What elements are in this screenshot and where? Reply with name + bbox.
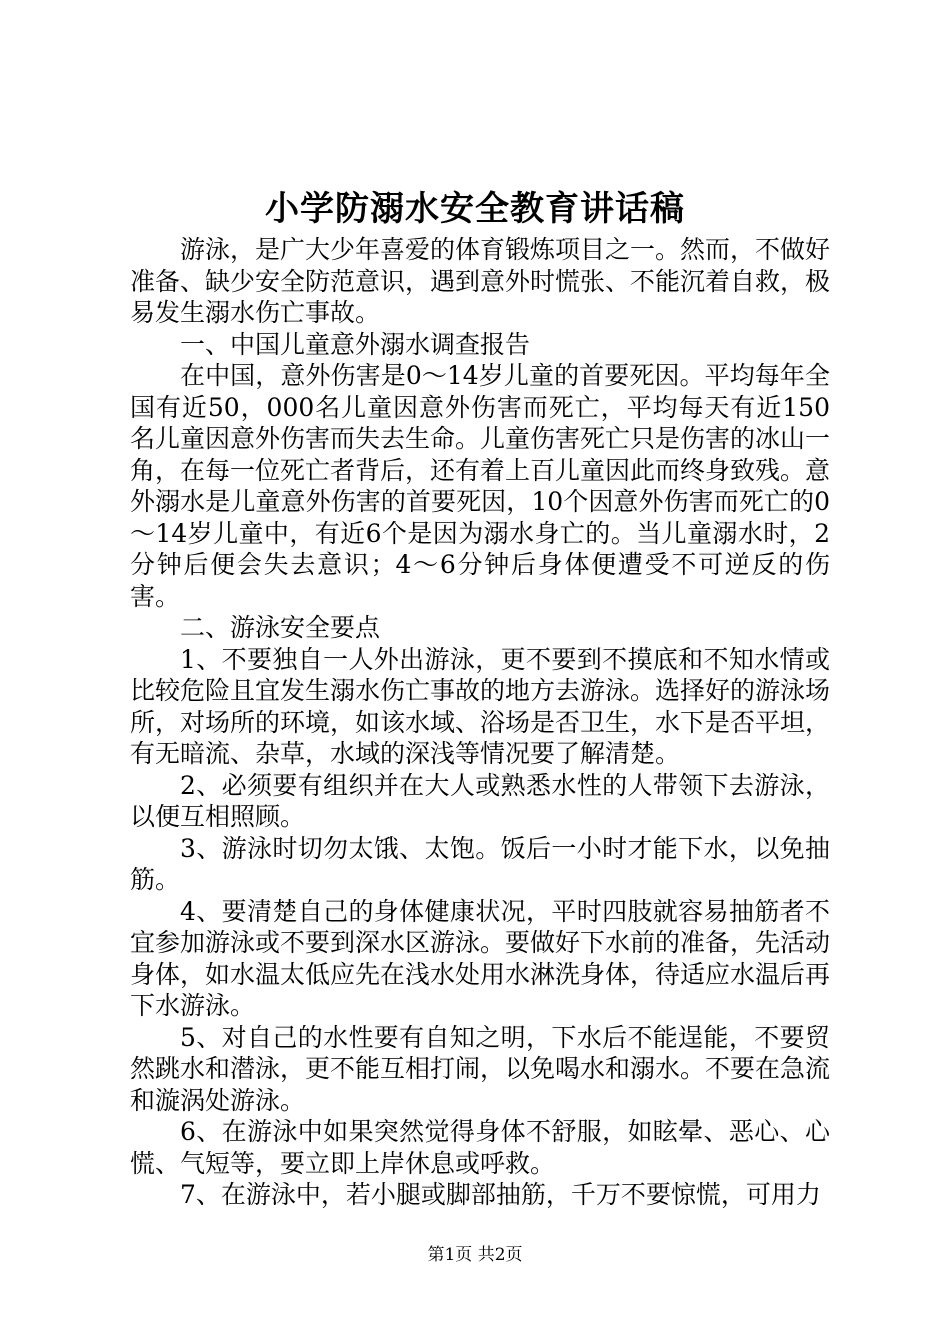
safety-point-4: 4、要清楚自己的身体健康状况，平时四肢就容易抽筋者不宜参加游泳或不要到深水区游泳。要做好下水前的准备，先活动身体，如水温太低应先在浅水处用水淋洗身体，待适应水温后再下水游泳。 bbox=[130, 896, 831, 1020]
section-heading-1: 一、中国儿童意外溺水调查报告 bbox=[180, 329, 531, 359]
paragraph-intro: 游泳，是广大少年喜爱的体育锻炼项目之一。然而，不做好准备、缺少安全防范意识，遇到意外时慌张、不能沉着自救，极易发生溺水伤亡事故。 bbox=[130, 235, 831, 327]
safety-point-2: 2、必须要有组织并在大人或熟悉水性的人带领下去游泳，以便互相照顾。 bbox=[130, 770, 830, 831]
section-heading-2: 二、游泳安全要点 bbox=[180, 613, 381, 642]
safety-point-6: 6、在游泳中如果突然觉得身体不舒服，如眩晕、恶心、心慌、气短等，要立即上岸休息或呼救。 bbox=[130, 1117, 830, 1178]
paragraph-report: 在中国，意外伤害是0～14岁儿童的首要死因。平均每年全国有近50，000名儿童因意外伤害而死亡，平均每天有近150名儿童因意外伤害而失去生命。儿童伤害死亡只是伤害的冰山一角，在每一位死亡者背后，还有着上百儿童因此而终身致残。意外溺水是儿童意外伤害的首要死因，10个因意外伤害而死亡的0～14岁儿童中，有近6个是因为溺水身亡的。当儿童溺水时，2分钟后便会失去意识；4～6分钟后身体便遭受不可逆反的伤害。 bbox=[130, 361, 831, 611]
safety-point-3: 3、游泳时切勿太饿、太饱。饭后一小时才能下水，以免抽筋。 bbox=[130, 833, 830, 894]
document-body bbox=[130, 234, 830, 1211]
safety-point-5: 5、对自己的水性要有自知之明，下水后不能逞能，不要贸然跳水和潜泳，更不能互相打闹，以免喝水和溺水。不要在急流和漩涡处游泳。 bbox=[130, 1022, 831, 1115]
safety-point-1: 1、不要独自一人外出游泳，更不要到不摸底和不知水情或比较危险且宜发生溺水伤亡事故的地方去游泳。选择好的游泳场所，对场所的环境，如该水域、浴场是否卫生，水下是否平坦，有无暗流、杂草，水域的深浅等情况要了解清楚。 bbox=[130, 644, 831, 768]
safety-point-7: 7、在游泳中，若小腿或脚部抽筋，千万不要惊慌，可用力 bbox=[180, 1180, 821, 1209]
page-footer: 第1页 共2页 bbox=[427, 1245, 523, 1265]
document-title: 小学防溺水安全教育讲话稿 bbox=[265, 189, 685, 229]
